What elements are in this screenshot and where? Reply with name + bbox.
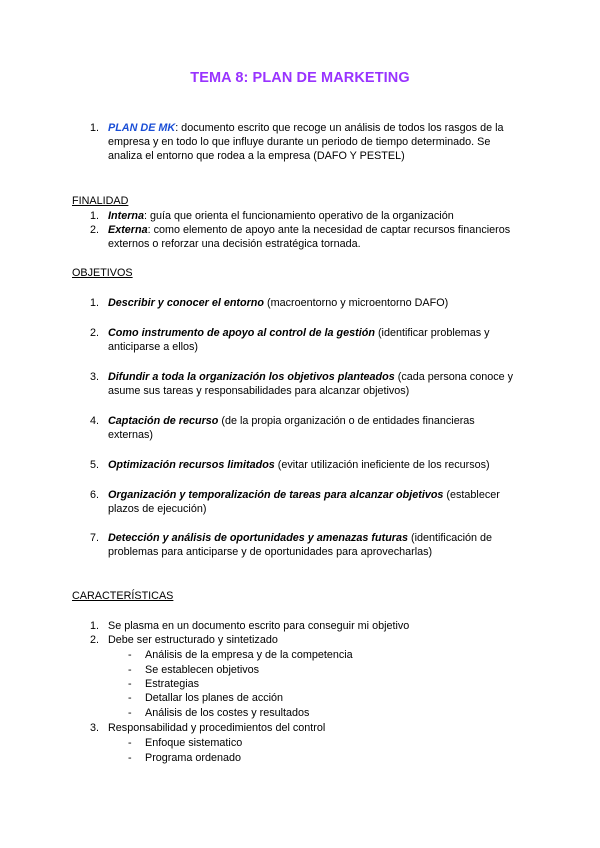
intro-number: 1. [90,122,100,134]
objetivo-term-3: Difundir a toda la organización los objetivos planteados [108,371,395,383]
intro-paragraph [108,121,523,163]
caract-num-1: 1. [90,620,100,632]
dash-marker: - [128,664,132,676]
caract-sub-item: Análisis de la empresa y de la competencia [145,649,353,661]
objetivo-item-5 [108,458,528,472]
objetivo-item-3 [108,370,530,398]
caract-sub-item: Se establecen objetivos [145,664,260,676]
finalidad-text-1: : guía que orienta el funcionamiento operativo de la organización [144,210,454,222]
dash-marker: - [128,692,132,704]
finalidad-term-2: Externa [108,224,148,236]
caract-sub-item: Enfoque sistematico [145,737,243,749]
objetivo-item-2 [108,326,528,354]
objetivos-heading: OBJETIVOS [72,267,133,279]
dash-marker: - [128,752,132,764]
objetivo-num-2: 2. [90,327,100,339]
objetivo-num-1: 1. [90,297,100,309]
objetivo-term-1: Describir y conocer el entorno [108,297,265,309]
caract-num-3: 3. [90,722,100,734]
objetivo-term-7: Detección y análisis de oportunidades y amenazas futuras [108,532,409,544]
finalidad-num-2: 2. [90,224,100,236]
finalidad-item-1 [108,209,528,223]
dash-marker: - [128,737,132,749]
dash-marker: - [128,649,132,661]
objetivo-item-7 [108,531,530,559]
dash-marker: - [128,678,132,690]
objetivo-num-7: 7. [90,532,100,544]
intro-term: PLAN DE MK [108,122,176,134]
objetivo-text-5: (evitar utilización ineficiente de los recursos) [274,459,490,471]
caract-num-2: 2. [90,634,100,646]
caract-sub-item: Análisis de los costes y resultados [145,707,310,719]
objetivo-term-5: Optimización recursos limitados [108,459,275,471]
caract-item-3: Responsabilidad y procedimientos del control [108,722,326,734]
objetivo-text-7: (identificación de problemas para anticiparse y de oportunidades para aprovecharlas) [108,532,493,558]
objetivo-num-6: 6. [90,489,100,501]
objetivo-num-4: 4. [90,415,100,427]
objetivo-item-6 [108,488,528,516]
finalidad-heading: FINALIDAD [72,195,129,207]
objetivo-text-3: (cada persona conoce y asume sus tareas y responsabilidades para alcanzar objetivos) [108,371,514,397]
finalidad-item-2 [108,223,526,251]
objetivo-text-1: (macroentorno y microentorno DAFO) [264,297,449,309]
caract-sub-item: Detallar los planes de acción [145,692,284,704]
objetivo-num-5: 5. [90,459,100,471]
objetivo-term-4: Captación de recurso [108,415,219,427]
objetivo-term-2: Como instrumento de apoyo al control de la gestión [108,327,375,339]
finalidad-num-1: 1. [90,210,100,222]
caract-sub-item: Estrategias [145,678,200,690]
dash-marker: - [128,707,132,719]
page-title: TEMA 8: PLAN DE MARKETING [190,70,410,86]
objetivo-term-6: Organización y temporalización de tareas para alcanzar objetivos [108,489,444,501]
caract-item-1: Se plasma en un documento escrito para conseguir mi objetivo [108,620,410,632]
objetivo-text-2: (identificar problemas y anticiparse a ellos) [108,327,490,353]
finalidad-term-1: Interna [108,210,144,222]
objetivo-item-4 [108,414,518,442]
intro-text: : documento escrito que recoge un análisis de todos los rasgos de la empresa y en todo lo que influye durante un periodo de tiempo determinado. Se analiza el entorno que rodea a la empresa (DAFO Y PESTEL) [108,122,504,162]
finalidad-text-2: : como elemento de apoyo ante la necesidad de captar recursos financieros externos o reforzar una decisión estratégica tornada. [108,224,511,250]
objetivo-text-4: (de la propia organización o de entidades financieras externas) [108,415,475,441]
caract-item-2: Debe ser estructurado y sintetizado [108,634,278,646]
caract-sub-item: Programa ordenado [145,752,242,764]
objetivo-num-3: 3. [90,371,100,383]
objetivo-item-1 [108,296,528,310]
objetivo-text-6: (establecer plazos de ejecución) [108,489,500,515]
caracteristicas-heading: CARACTERÍSTICAS [72,590,174,602]
